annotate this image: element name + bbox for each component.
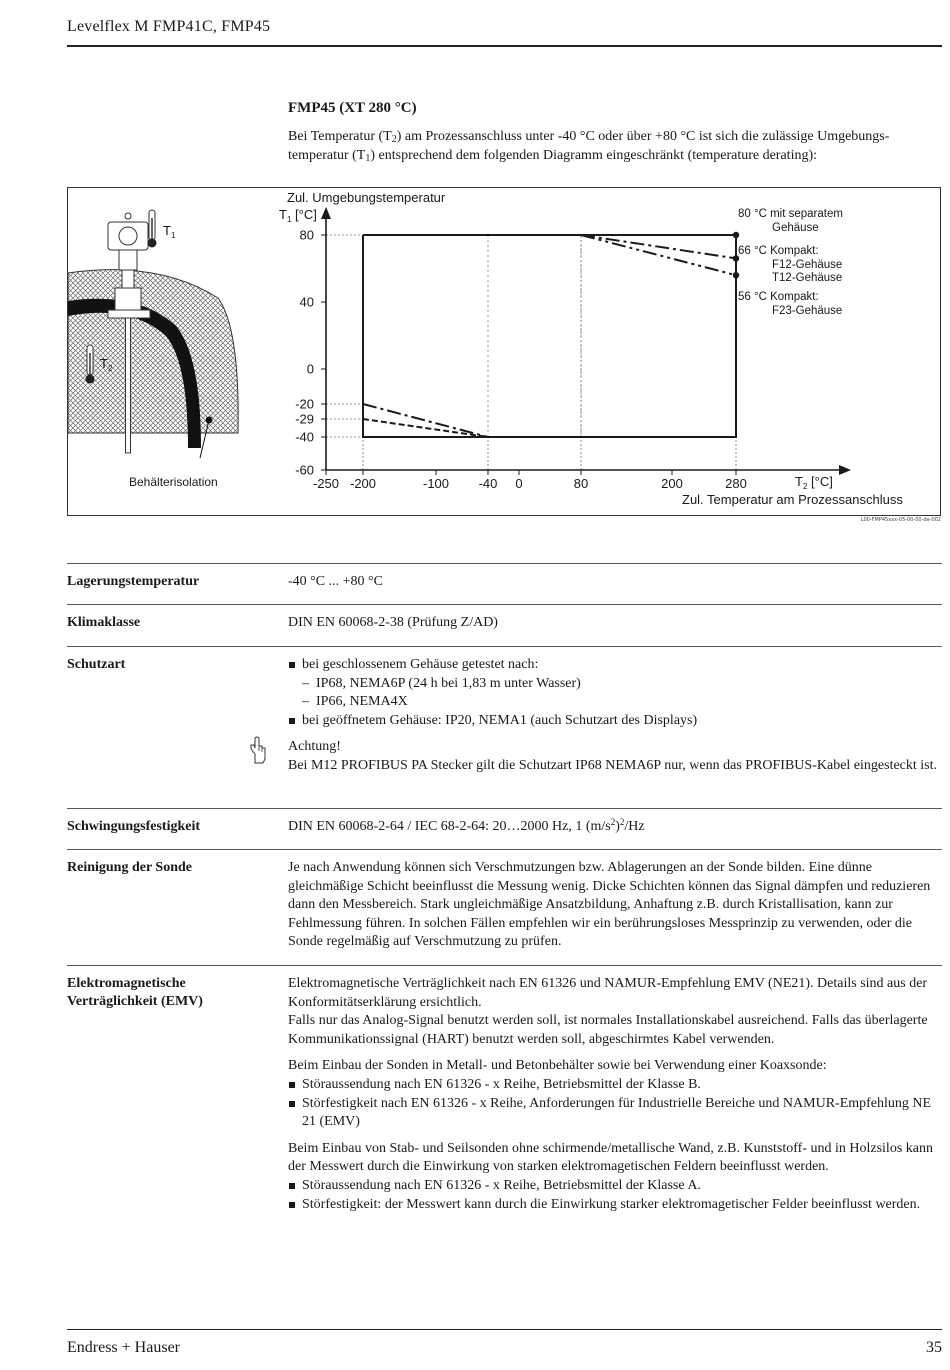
y-tick-label: 0 (306, 361, 314, 377)
x-tick-label: 200 (661, 476, 683, 491)
list-item: Störaussendung nach EN 61326 - x Reihe, Betriebsmittel der Klasse B. (288, 1076, 942, 1095)
list-item: Störfestigkeit nach EN 61326 - x Reihe, Anforderungen für Industrielle Bereiche und NAMUR-Empfehlung NE 21 (EMV) (288, 1095, 942, 1132)
y-axis-title: Zul. Umgebungstemperatur (287, 190, 446, 205)
y-tick-label: 80 (299, 227, 314, 243)
annotation-80c: 80 °C mit separatem Gehäuse (738, 208, 843, 234)
x-axis-unit: $T_2$ [°C] (795, 474, 833, 491)
y-tick-label: 40 (299, 294, 314, 310)
x-tick-label: 0 (515, 476, 523, 491)
row-value-emc: Elektromagnetische Verträglichkeit nach EN 61326 und NAMUR-Empfehlung EMV (NE21). Details sind aus der Konformitätserklärung ersichtlich. Falls nur das Analog-Signal benutzt werden soll, ist normales Installationskabel ausreichend. Falls das überlagerte Kommunikationssignal (HART) benutzt werden soll, abgeschirmtes Kabel verwenden. Beim Einbau der Sonden in Metall- und Betonbehälter sowie bei Verwendung einer Koaxsonde: Störaussendung nach EN 61326 - x Reihe, Betriebsmittel der Klasse B. Störfestigkeit nach EN 61326 - x Reihe, Anforderungen für Industrielle Bereiche und NAMUR-Empfehlung NE 21 (EMV) Beim Einbau von Stab- und Seilsonden ohne schirmende/metallische Wand, z.B. Kunststoff- und in Holzsilos kann der Messwert durch die Einwirkung von starken elektromagetischen Feldern beeinflusst werden. Störaussendung nach EN 61326 - x Reihe, Betriebsmittel der Klasse A. Störfestigkeit: der Messwert kann durch die Einwirkung starker elektromagetischer Felder beeinflusst werden. (288, 975, 942, 1214)
list-item: Störaussendung nach EN 61326 - x Reihe, Betriebsmittel der Klasse A. (288, 1177, 942, 1196)
series-line (581, 235, 736, 258)
annotation-66c: 66 °C Kompakt: F12-Gehäuse T12-Gehäuse (738, 245, 843, 284)
footer-rule (67, 1329, 942, 1330)
page-number: 35 (926, 1339, 942, 1356)
note-text: Bei M12 PROFIBUS PA Stecker gilt die Schutzart IP68 NEMA6P nur, wenn das PROFIBUS-Kabel eingesteckt ist. (288, 757, 937, 773)
data-point (733, 232, 739, 238)
list-item: – IP66, NEMA4X (288, 693, 942, 712)
insulation-label: Behälterisolation (129, 475, 218, 489)
list-item: – IP68, NEMA6P (24 h bei 1,83 m unter Wasser) (288, 675, 942, 694)
list-item: Störfestigkeit: der Messwert kann durch die Einwirkung starker elektromagetischer Felder beeinflusst werden. (288, 1196, 942, 1215)
row-protection (67, 646, 942, 773)
y-tick-label: -20 (295, 396, 314, 412)
x-tick-label: 80 (573, 476, 589, 491)
header-rule (67, 45, 942, 47)
annotation-56c: 56 °C Kompakt: F23-Gehäuse (738, 291, 843, 317)
series-line (363, 419, 488, 437)
row-label-protection: Schutzart (67, 657, 126, 672)
x-tick-label: -100 (422, 476, 450, 491)
row-label-emc: Elektromagnetische Verträglichkeit (EMV) (67, 976, 203, 1009)
row-climate-class (67, 604, 942, 630)
data-point (733, 272, 739, 278)
list-item: bei geöffnetem Gehäuse: IP20, NEMA1 (auch Schutzart des Displays) (288, 712, 942, 731)
hand-warning-icon (247, 735, 269, 765)
y-axis-arrow-icon (321, 207, 331, 219)
vessel-illustration (68, 213, 238, 458)
row-value-protection (288, 656, 942, 776)
row-value-storage: -40 °C ... +80 °C (288, 574, 383, 589)
row-value-vibration: DIN EN 60068-2-64 / IEC 68-2-64: 20…2000 Hz, 1 $(m/s^2)^2/Hz$ (288, 817, 645, 834)
list-item: bei geschlossenem Gehäuse getestet nach: (288, 656, 942, 675)
footer-company: Endress + Hauser (67, 1339, 180, 1356)
y-tick-label: -40 (295, 429, 314, 445)
thermometer-t1-icon (148, 210, 157, 248)
thermometer-t1-label: $T_1$ (163, 223, 176, 240)
y-axis-unit: $T_1$ [°C] (279, 207, 317, 224)
x-tick-label: 280 (725, 476, 747, 491)
row-label-vibration: Schwingungsfestigkeit (67, 819, 201, 834)
row-emc (67, 965, 942, 1212)
x-tick-label: -200 (349, 476, 377, 491)
series-line (363, 404, 488, 437)
series-line (363, 235, 736, 437)
section-title: FMP45 (XT 280 °C) (288, 100, 417, 116)
row-label-storage: Lagerungstemperatur (67, 574, 200, 589)
intro-paragraph: Bei Temperatur $(T_2)$ am Prozessanschluss unter -40 °C oder über +80 °C ist sich die zulässige Umgebungs-temperatur $(T_1)$ entsprechend dem folgenden Diagramm eingeschränkt (temperature derating): (288, 129, 890, 164)
x-axis-arrow-icon (839, 465, 851, 475)
thermometer-t2-label: $T_2$ (100, 356, 113, 373)
row-storage-temperature (67, 563, 942, 589)
row-value-climate: DIN EN 60068-2-38 (Prüfung Z/AD) (288, 615, 498, 630)
y-tick-label: -29 (295, 411, 314, 427)
row-vibration (67, 808, 942, 834)
derating-diagram (67, 187, 941, 516)
row-label-cleaning: Reinigung der Sonde (67, 860, 192, 875)
row-label-climate: Klimaklasse (67, 615, 141, 630)
figure-reference: L00-FMP45xxx-05-00-00-de-002 (860, 517, 941, 523)
header-title: Levelflex M FMP41C, FMP45 (67, 18, 271, 35)
thermometer-t2-icon (86, 345, 95, 384)
row-value-cleaning: Je nach Anwendung können sich Verschmutzungen bzw. Ablagerungen an der Sonde bilden. Eine dünne gleichmäßige Schicht beeinflusst die Messung wenig. Dicke Schichten können das Signal dämpfen und reduzieren dann den Messbereich. Stark ungleichmäßige Ansatzbildung, Anhaftung z.B. durch Kristallisation, kann zur Fehlmessung führen. In solchen Fällen empfehlen wir ein berührungsloses Messprinzip zu verwenden, oder die Sonde regelmäßig auf Verschmutzung zu prüfen. (288, 860, 931, 950)
y-tick-label: -60 (295, 462, 314, 478)
note-title: Achtung! (288, 739, 341, 755)
x-tick-label: -40 (478, 476, 498, 491)
x-axis-title: Zul. Temperatur am Prozessanschluss (682, 492, 903, 507)
row-probe-cleaning (67, 849, 942, 950)
x-tick-label: -250 (312, 476, 340, 491)
